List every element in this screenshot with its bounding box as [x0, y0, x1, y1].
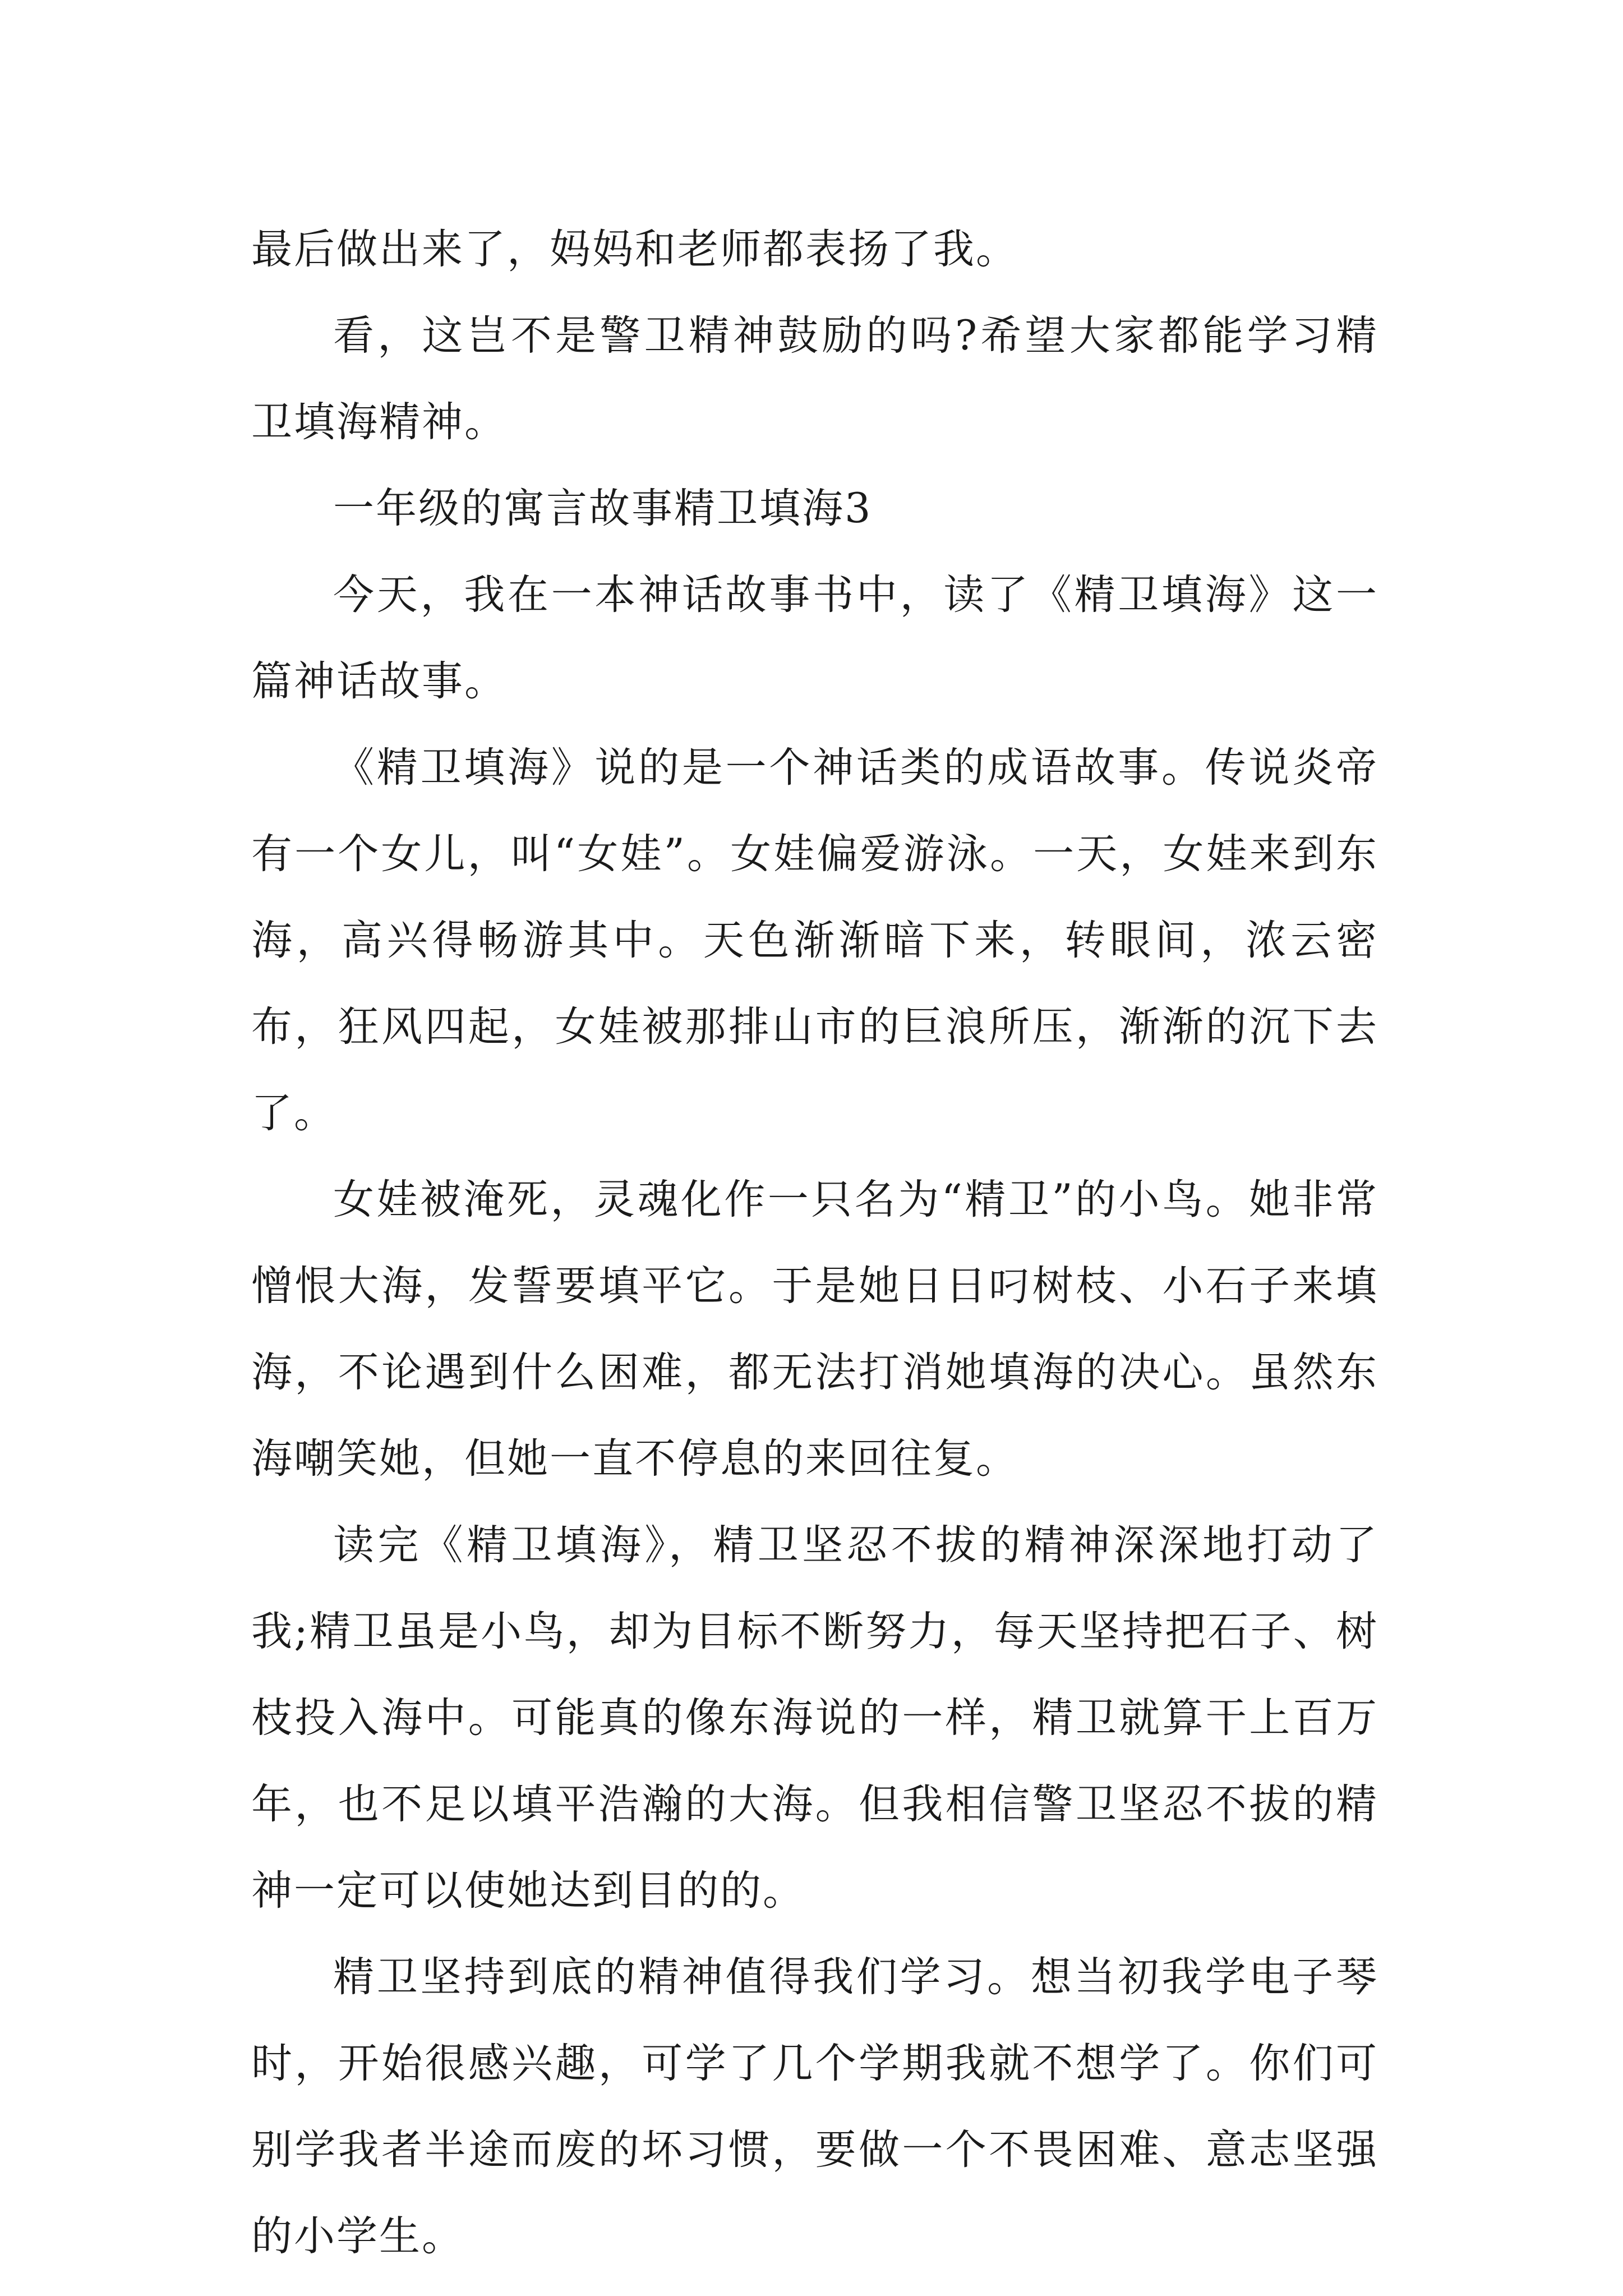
paragraph-7: 精卫坚持到底的精神值得我们学习。想当初我学电子琴时，开始很感兴趣，可学了几个学期我就不想学了。你们可别学我者半途而废的坏习惯，要做一个不畏困难、意志坚强的小学生。 — [251, 1953, 1378, 2260]
paragraph-2: 看，这岂不是警卫精神鼓励的吗?希望大家都能学习精卫填海精神。 — [251, 312, 1378, 446]
body-text — [251, 206, 1378, 2280]
section-heading: 一年级的寓言故事精卫填海3 — [333, 485, 873, 532]
paragraph-6: 读完《精卫填海》，精卫坚忍不拔的精神深深地打动了我;精卫虽是小鸟，却为目标不断努力，每天坚持把石子、树枝投入海中。可能真的像东海说的一样，精卫就算干上百万年，也不足以填平浩瀚的大海。但我相信警卫坚忍不拔的精神一定可以使她达到目的的。 — [251, 1521, 1378, 1915]
paragraph-5: 女娃被淹死，灵魂化作一只名为“精卫”的小鸟。她非常憎恨大海，发誓要填平它。于是她日日叼树枝、小石子来填海，不论遇到什么困难，都无法打消她填海的决心。虽然东海嘲笑她，但她一直不停息的来回往复。 — [251, 1176, 1378, 1483]
paragraph-3: 今天，我在一本神话故事书中，读了《精卫填海》这一篇神话故事。 — [251, 571, 1378, 705]
paragraph-1: 最后做出来了，妈妈和老师都表扬了我。 — [251, 226, 1018, 273]
paragraph-4: 《精卫填海》说的是一个神话类的成语故事。传说炎帝有一个女儿，叫“女娃”。女娃偏爱游泳。一天，女娃来到东海，高兴得畅游其中。天色渐渐暗下来，转眼间，浓云密布，狂风四起，女娃被那排山市的巨浪所压，渐渐的沉下去了。 — [251, 744, 1378, 1137]
